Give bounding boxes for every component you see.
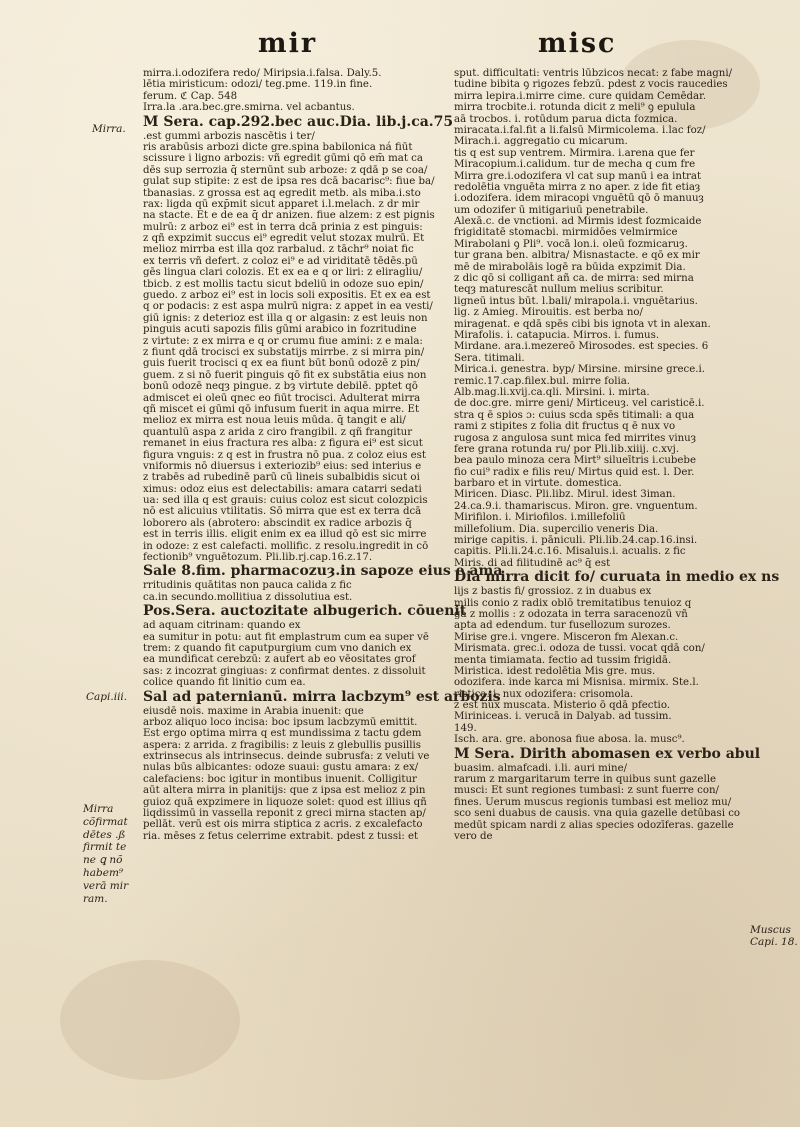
left-column-line: melioz ex mirra est noua leuis mūda. q̄ tangit e ali/: [143, 415, 406, 427]
right-column-line: fines. Uerum muscus regionis tumbasi est melioz mu/: [454, 796, 732, 808]
left-column-line: .est gummi arbozis nascētis i ter/: [143, 130, 315, 142]
left-column-line: colice quando fit linitio cum ea.: [143, 677, 306, 689]
left-column-line: eiusdē nois. maxime in Arabia inuenit: que: [143, 705, 364, 717]
left-column-line: ad aquam citrinam: quando ex: [143, 620, 301, 632]
right-column-line: sco seni duabus de causis. vna quia gazelle detūbasi co: [454, 808, 741, 820]
margin-note-capi: Capi.iii.: [86, 691, 128, 703]
left-column-line: admiscet ei oleū qnec eo fiūt trocisci. Adulterat mirra: [143, 392, 421, 404]
right-column-line: M Sera. Dirith abomasen ex verbo abul: [454, 745, 761, 762]
left-column-line: guem. z si nō fuerit pinguis qō fit ex substātia eius non: [143, 369, 427, 381]
right-column-line: odozifera. inde karca mi Misnisa. mirmix. Ste.l.: [454, 677, 699, 689]
right-column-line: frigiditatē stomacbi. mirmidōes velmirmice: [454, 227, 678, 239]
left-column-line: nulas būs albicantes: odoze suaui: gustu amara: z ex/: [143, 762, 419, 774]
left-column-line: Sale 8.fim. pharmacozuȝ.in sapoze eius e ama: [143, 563, 503, 580]
right-column-line: mirra trocbite.i. rotunda dicit z meli⁹ ꝯ epulula: [454, 102, 696, 114]
right-column-line: ristica. i. nux odozifera: crisomola.: [454, 688, 634, 700]
running-header-left: mir: [258, 28, 318, 59]
right-column-line: bea paulo minoza cera Mirt⁹ silueītris i.cubebe: [454, 455, 696, 467]
left-column-line: extrinsecus als intrinsecus. deinde subrusfa: z veluti ve: [143, 751, 430, 763]
right-column-line: Miricen. Diasc. Pli.libz. Mirul. idest 3iman.: [454, 489, 676, 501]
right-column-line: Sera. titimali.: [454, 352, 525, 364]
left-column-line: bonū odozē neqȝ pingue. z bȝ virtute debilē. pptet qō: [143, 381, 418, 393]
right-column-line: ga z mollis : z odozata in terra saracenozū vñ: [454, 608, 688, 620]
right-column-line: musci: Et sunt regiones tumbasi: z sunt fuerre con/: [454, 785, 719, 797]
right-column-line: Alexā.c. de vnctioni. ad Mirmis idest fozmicaide: [454, 216, 702, 228]
left-column-line: liqdissimū in vassella reponit z greci mirna stacten ap/: [143, 808, 426, 820]
right-column-line: redolētia vnguēta mirra z no aper. z ide fit etiaȝ: [454, 181, 701, 193]
right-column-line: Mirabolani ꝯ Pli⁹. vocā lon.i. oleū fozmicaruȝ.: [454, 238, 688, 250]
right-column-line: sput. difficultati: ventris lūbzicos necat: z fabe magni/: [454, 68, 733, 79]
right-column-line: milis conio z radix oblō tremitatibus tenuioz q: [454, 597, 692, 609]
right-column-line: vero de: [454, 831, 493, 842]
text-column-right: [454, 68, 780, 842]
right-column-line: rarum z margaritarum terre in quibus sunt gazelle: [454, 774, 716, 786]
margin-note-line: verā mir: [83, 879, 129, 892]
left-column-line: est in terris illis. eligit enim ex ea illud qō est sic mirre: [143, 529, 427, 541]
left-column-line: giū ignis: z deterioz est illa q or algasin: z est leuis non: [143, 312, 428, 324]
right-column-line: tudine bibita ꝯ rigozes febzū. pdest z vocis raucedies: [454, 79, 728, 91]
left-column-line: dēs sup serrozia q̄ sternūnt sub arboze: z qdā p se coa/: [143, 164, 428, 176]
left-column-line: ris arabūsis arbozi dicte gre.spina babilonica ná fiūt: [143, 141, 413, 153]
left-column-line: M Sera. cap.292.bec auc.Dia. lib.j.ca.75: [143, 113, 454, 130]
margin-note-mirra: Mirra.: [92, 123, 126, 135]
left-column-line: scissure i ligno arbozis: vñ egredit gūmi qō em̄ mat ca: [143, 153, 423, 165]
margin-note-line: dētes .ß: [83, 828, 126, 841]
right-column-line: apta ad edendum. tur fusellozum surozes.: [454, 620, 671, 632]
left-column-line: z qñ expzimit succus ei⁹ egredit velut stozax mulrū. Et: [143, 233, 425, 245]
margin-note-line: ram.: [83, 892, 108, 905]
right-column-line: aā trocbos. i. rotūdum parua dicta fozmica.: [454, 113, 678, 125]
left-column-line: ea mundificat cerebzū: z aufert ab eo vēositates grof: [143, 654, 416, 666]
left-column-line: ex terris vñ defert. z coloz ei⁹ e ad viriditatē tēdēs.pū: [143, 255, 418, 267]
left-column-line: arboz aliquo loco incisa: boc ipsum lacbzymū emittit.: [143, 716, 418, 728]
left-column-line: rax: ligda qū exp̄mit sicut apparet i.l.melach. z dr mir: [143, 198, 420, 210]
right-column-line: miracata.i.fal.fit a li.falsū Mirmicolema. i.lac foz/: [454, 124, 706, 136]
right-column-line: lijs z bastis fi/ grossioz. z in duabus ex: [454, 586, 652, 598]
left-column-line: sas: z incozrat gingiuas: z confirmat dentes. z dissoluit: [143, 665, 426, 677]
right-column-line: miragenat. e qdā spēs cibi bis ignota vt in alexan.: [454, 318, 711, 330]
right-column-line: Miriniceas. i. verucā in Dalyab. ad tussim.: [454, 711, 672, 723]
left-column-line: ua: sed illa q est grauis: cuius coloz est sicut colozpicis: [143, 495, 428, 507]
left-column-line: nō est alicuius vtilitatis. Sō mirra que est ex terra dcā: [143, 506, 422, 518]
right-column-line: z dic qō si colligant añ ca. de mirra: sed mirna: [454, 273, 694, 285]
running-header-right: misc: [538, 28, 617, 59]
left-column-line: remanet in eius fractura res alba: z figura ei⁹ est sicut: [143, 438, 423, 450]
right-column-line: Miris. di ad filitudinē ac⁹ q̄ est: [454, 557, 611, 569]
left-column-line: q or podacis: z est aspa mulrū nigra: z appet in ea vesti/: [143, 301, 433, 313]
margin-note-line: Capi. 18.: [750, 936, 798, 949]
left-column-line: vniformis nō diuersus i exteriozib⁹ eius: sed interius e: [143, 460, 422, 472]
left-column-line: z virtute: z ex mirra e q or crumu fiue amini: z e mala:: [143, 335, 423, 347]
right-column-line: menta timiamata. fectio ad tussim frigidā.: [454, 654, 672, 666]
margin-note-line: habem⁹: [83, 866, 124, 879]
left-column-line: lētia miristicum: odozi/ teg.pme. 119.in fine.: [143, 79, 373, 91]
left-column-line: ea sumitur in potu: aut fit emplastrum cum ea super vē: [143, 631, 429, 643]
right-column-line: fere grana rotunda ru/ por Pli.lib.xiiij. c.xvj.: [454, 443, 680, 455]
right-column-line: tur grana ben. albitra/ Misnastacte. e qō ex mir: [454, 250, 700, 262]
left-column-line: z trabēs ad rubedinē parū cū lineis subalbidis sicut oi: [143, 472, 420, 484]
right-column-line: mirra lepira.i.mirre cime. cure quidam Cemēdar.: [454, 90, 707, 102]
left-column-line: mirra.i.odozifera redo/ Miripsia.i.falsa. Daly.5.: [143, 68, 382, 79]
left-column-line: pinguis acuti sapozis filis gūmi arabico in fozritudine: [143, 324, 417, 336]
left-column-line: ferum. ℭ Cap. 548: [143, 90, 238, 102]
margin-note-confirmat: [83, 803, 128, 905]
left-column-line: ria. mēses z fetus celerrime extrabit. pdest z tussi: et: [143, 830, 419, 842]
left-column-line: Irra.la .ara.bec.gre.smirna. vel acbantus.: [143, 102, 355, 114]
right-column-line: um odozifer ū mitigariuū penetrabile.: [454, 204, 649, 216]
right-column-line: tis q est sup ventrem. Mirmira. i.arena que fer: [454, 147, 695, 159]
right-column-line: rugosa z angulosa sunt mica fed mirrites vinuȝ: [454, 432, 697, 444]
right-column-line: Miristica. idest redolētia Mis gre. mus.: [454, 665, 656, 677]
right-column-line: fio cui⁹ radix e filis reu/ Mirtus quid est. l. Der.: [454, 466, 695, 478]
right-column-line: 24.ca.9.i. thamariscus. Miron. gre. vnguentum.: [454, 500, 698, 512]
right-column-line: z est nux muscata. Misterio ō qdā pfectio.: [454, 700, 671, 712]
left-column-line: qñ miscet ei gūmi qō infusum fuerit in aqua mirre. Et: [143, 403, 420, 415]
right-column-line: mirige capitis. i. pāniculi. Pli.lib.24.cap.16.insi.: [454, 535, 698, 547]
right-column-line: rami z stipites z folia dit fructus q ē nux vo: [454, 421, 676, 433]
left-column-line: pellāt. verū est ois mirra stiptica z acris. z excalefacto: [143, 819, 423, 831]
left-column-line: aūt altera mirra in planitijs: que z ipsa est melioz z pin: [143, 785, 426, 797]
right-column-line: teqȝ maturescāt nullum melius scribitur.: [454, 284, 664, 296]
right-column-line: Mirafolis. i. catapucia. Mirros. i. fumus.: [454, 329, 660, 341]
left-column-line: mulrū: z arboz ei⁹ est in terra dcā prinia z est pinguis:: [143, 221, 423, 233]
left-column-line: na stacte. Et e de ea q̄ dr anizen. fiue alzem: z est pignis: [143, 210, 435, 222]
left-column-line: ca.in secundo.mollitiua z dissolutiua est.: [143, 591, 353, 603]
left-column-line: tbanasias. z grossa est aq egredit metb. als miba.i.sto: [143, 187, 421, 199]
right-column-line: Mirifilon. i. Miriofilos. i.millefoliū: [454, 512, 626, 524]
left-column-line: guioz quā expzimere in liquoze solet: quod est illius qñ: [143, 796, 427, 808]
left-column-line: ximus: odoz eius est delectabilis: amara catarri sedati: [143, 483, 422, 495]
right-column-line: Isch. ara. gre. abonosa fiue abosa. la. musc⁹.: [454, 734, 685, 746]
right-column-line: de doc.gre. mirre geni/ Mirticeuȝ. vel caristicē.i.: [454, 398, 705, 410]
left-column-line: z fiunt qdā trocisci ex substatijs mirrbe. z si mirra pin/: [143, 346, 425, 358]
left-column-line: loborero als (abrotero: abscindit ex radice arbozis q̄: [143, 517, 412, 529]
right-column-line: capitis. Pli.li.24.c.16. Misaluis.i. acualis. z fic: [454, 546, 686, 558]
left-column-line: in odoze: z est calefacti. mollific. z resolu.ingredit in cō: [143, 540, 429, 552]
left-column-line: gēs lingua clari colozis. Et ex ea e q or liri: z eliragliu/: [143, 267, 423, 279]
left-column-line: melioz mirrba est illa qoz rarbalud. z tāchr⁹ noiat fic: [143, 244, 414, 256]
right-column-line: Alb.mag.li.xvij.ca.qli. Mirsini. i. mirta.: [454, 386, 650, 398]
right-column-line: Mirica.i. genestra. byp/ Mirsine. mirsine grece.i.: [454, 364, 706, 376]
left-column-line: tbicb. z est mollis tactu sicut bdeliū in odoze suo epin/: [143, 278, 424, 290]
right-column-line: i.odozifera. idem miracopi vnguētū qō ō manuuȝ: [454, 193, 704, 205]
left-column-line: fectionib⁹ vnguētozum. Pli.lib.rj.cap.16.z.17.: [143, 552, 373, 564]
left-column-line: rritudinis quātitas non pauca calida z fic: [143, 580, 352, 592]
left-column-line: figura vnguis: z q est in frustra nō pua. z coloz eius est: [143, 449, 427, 461]
right-column-line: 149.: [454, 722, 477, 734]
right-column-line: medūt spicam nardi z alias species odozīferas. gazelle: [454, 819, 734, 831]
left-column-line: quantulū aspa z arida z ciro frangibil. z qñ frangitur: [143, 426, 413, 438]
right-column-line: lig. z Amieg. Mirouitis. est berba no/: [454, 307, 643, 319]
right-column-line: barbaro et in virtute. domestica.: [454, 478, 622, 490]
margin-note-line: Mirra: [83, 803, 114, 815]
margin-note-line: Muscus: [750, 924, 791, 936]
right-column-line: remic.17.cap.filex.bul. mirre folia.: [454, 375, 631, 387]
right-column-line: Dia mirra dicit fo/ curuata in medio ex ns: [454, 569, 780, 586]
left-column-line: guis fuerit trocisci q ex ea fiunt būt bonū odozē z pin/: [143, 358, 420, 370]
left-column-line: gulat sup stipite: z est de ipsa res dcā bacarisc⁹: fiue ba/: [143, 176, 435, 188]
margin-note-muscus: [750, 924, 798, 949]
margin-note-line: firmit te: [83, 841, 127, 854]
left-column-line: Pos.Sera. auctozitate albugerich. cōuenit: [143, 603, 467, 620]
right-column-line: stra q ē spios ɔ: cuius scda spēs titimali: a qua: [454, 409, 695, 421]
margin-note-line: ne ꝗ nõ: [83, 854, 123, 867]
left-column-line: trem: z quando fit caputpurgium cum vno danich ex: [143, 642, 412, 654]
left-column-line: calefaciens: boc igitur in montibus inuenit. Colligitur: [143, 773, 417, 785]
right-column-line: buasim. almafcadi. i.li. auri mine/: [454, 762, 628, 774]
margin-note-line: cõfirmat: [83, 815, 128, 828]
right-column-line: Mirach.i. aggregatio cu micarum.: [454, 136, 628, 148]
right-column-line: Mirismata. grec.i. odoza de tussi. vocat qdā con/: [454, 643, 705, 655]
right-column-line: mē de mirabolāis logē ra būida expzimit Dia.: [454, 261, 686, 273]
left-column-line: Est ergo optima mirra q est mundissima z tactu gdem: [143, 728, 422, 740]
right-column-line: Mirdane. ara.i.mezereō Mirosodes. est species. 6: [454, 341, 709, 353]
right-column-line: millefolium. Dia. supercilio veneris Dia.: [454, 523, 659, 535]
left-column-line: aspera: z arrida. z fragibilis: z leuis z glebullis pusillis: [143, 739, 421, 751]
paper-stain: [60, 960, 240, 1080]
left-column-line: guedo. z arboz ei⁹ est in locis soli expositis. Et ex ea est: [143, 290, 431, 302]
left-column-line: Sal ad paternianū. mirra lacbzym⁹ est arbozis: [143, 688, 501, 705]
right-column-line: Mirise gre.i. vngere. Misceron fm Alexan.c.: [454, 631, 679, 643]
right-column-line: ligneū intus būt. l.bali/ mirapola.i. vnguētarius.: [454, 295, 698, 307]
right-column-line: Miracopium.i.calidum. tur de mecha q cum fre: [454, 159, 696, 171]
right-column-line: Mirra gre.i.odozifera vl cat sup manū i ea intrat: [454, 170, 702, 182]
